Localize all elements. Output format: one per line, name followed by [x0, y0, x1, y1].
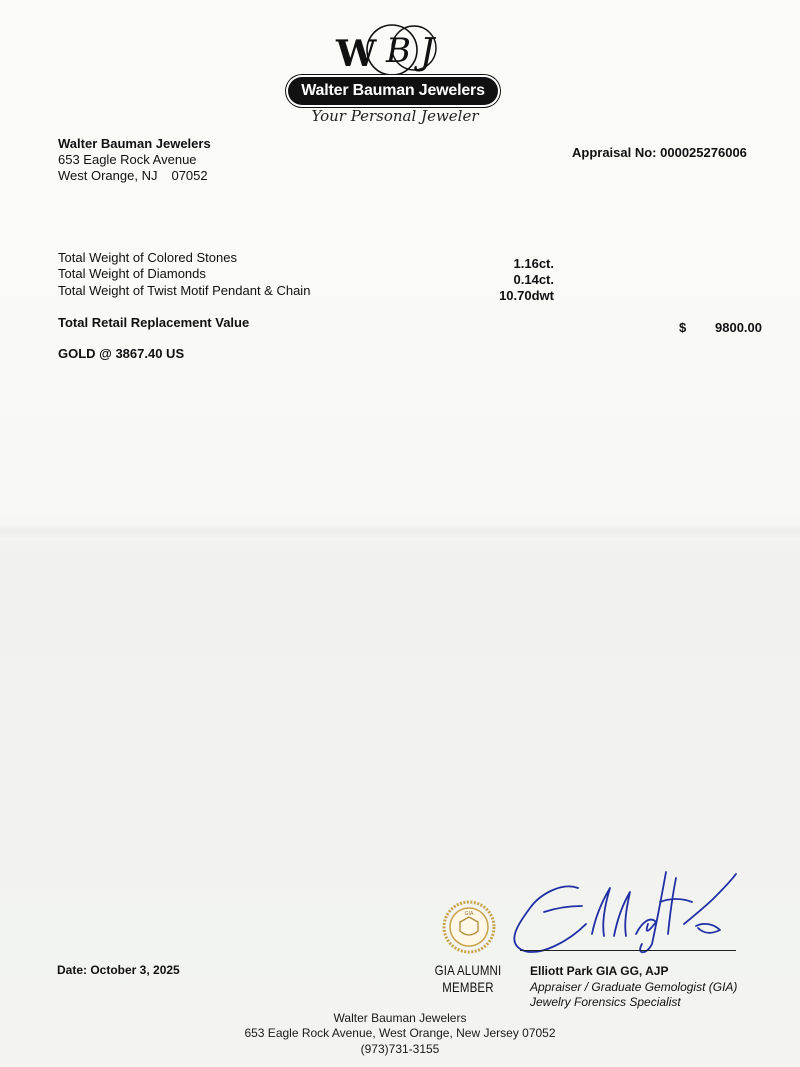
appraisal-number: 000025276006: [660, 145, 747, 160]
logo-tagline: Your Personal Jeweler: [311, 107, 479, 125]
business-city: [58, 168, 208, 183]
logo-nameplate: [288, 77, 498, 105]
signer-title-appraiser: Appraiser / Graduate Gemologist (GIA): [530, 980, 738, 994]
signature-line: [520, 950, 736, 951]
appraisal-label: Appraisal No:: [572, 145, 657, 160]
business-city-state: West Orange, NJ: [58, 168, 158, 183]
gia-seal-text: GIA: [464, 911, 474, 917]
svg-text:B: B: [386, 31, 411, 71]
footer-address: 653 Eagle Rock Avenue, West Orange, New Jersey 07052: [244, 1026, 556, 1040]
handwritten-signature: [500, 864, 750, 960]
weight-label-diamonds: Total Weight of Diamonds: [58, 266, 206, 281]
weight-value-pendant-chain: 10.70dwt: [499, 288, 554, 303]
appraisal-number-line: [572, 145, 747, 160]
weight-label-colored-stones: Total Weight of Colored Stones: [58, 250, 237, 265]
weight-value-colored-stones: 1.16ct.: [513, 256, 554, 271]
gia-alumni-line2: MEMBER: [442, 979, 494, 995]
weight-value-diamonds: 0.14ct.: [513, 272, 554, 287]
business-zip: 07052: [171, 168, 208, 183]
footer-company: Walter Bauman Jewelers: [333, 1011, 467, 1025]
replacement-currency: $: [679, 320, 687, 335]
gia-alumni-line1: GIA ALUMNI: [434, 962, 502, 978]
wbj-monogram-logo: [328, 20, 468, 82]
signer-title-forensics: Jewelry Forensics Specialist: [530, 995, 681, 1009]
svg-text:W: W: [336, 33, 377, 75]
business-street: 653 Eagle Rock Avenue: [58, 152, 197, 167]
business-name: Walter Bauman Jewelers: [58, 136, 211, 151]
svg-text:J: J: [420, 32, 435, 73]
replacement-value-amount: 9800.00: [715, 320, 762, 335]
gold-price: GOLD @ 3867.40 US: [58, 346, 185, 361]
footer-phone: (973)731-3155: [360, 1042, 440, 1056]
appraisal-date: Date: October 3, 2025: [57, 963, 180, 977]
weight-label-pendant-chain: Total Weight of Twist Motif Pendant & Chain: [58, 283, 311, 298]
logo-plate-text: Walter Bauman Jewelers: [301, 82, 485, 99]
replacement-value-label: Total Retail Replacement Value: [58, 315, 250, 330]
paper-fold: [0, 524, 800, 538]
signer-name: Elliott Park GIA GG, AJP: [530, 964, 669, 978]
gia-seal-icon: [442, 900, 496, 954]
